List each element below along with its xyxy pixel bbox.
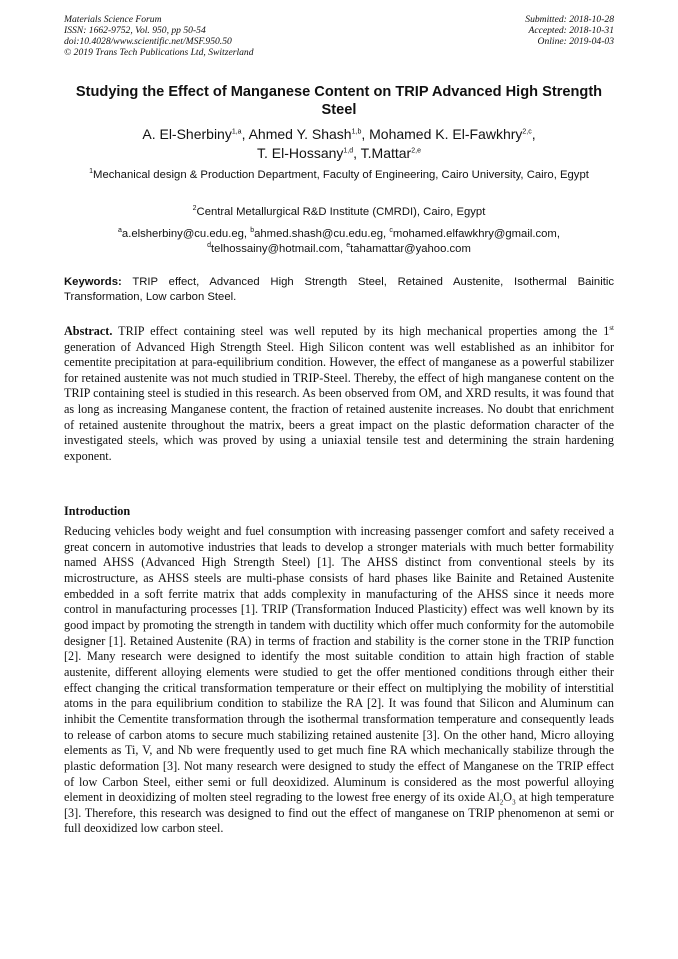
author-affiliation-mark: 2,c [522, 128, 532, 136]
copyright: © 2019 Trans Tech Publications Ltd, Switzerland [64, 47, 254, 58]
email-mark: d [207, 241, 212, 249]
author-affiliation-mark: 2,e [411, 147, 421, 155]
author-separator: , [241, 126, 249, 142]
abstract-text-part: TRIP effect containing steel was well reputed by its high mechanical properties among the 1 [112, 324, 610, 338]
email-link[interactable]: tahamattar@yahoo.com [350, 242, 471, 255]
author-emails [64, 227, 614, 256]
author-name: A. El-Sherbiny [142, 126, 232, 142]
keywords-text: TRIP effect, Advanced High Strength Steel, Retained Austenite, Isothermal Bainitic Transformation, Low carbon Steel. [64, 276, 614, 303]
email-mark: c [389, 227, 393, 235]
affiliation-1 [64, 168, 614, 183]
affiliation-text: Mechanical design & Production Department, Faculty of Engineering, Cairo University, Cairo, Egypt [93, 169, 589, 181]
abstract-text-part: generation of Advanced High Strength Steel. High Silicon content was well established as an inhibitor for cementite precipitation at para-equilibrium condition. However, the effect of manganese as a powerful stabilizer for retained austenite was not much studied in TRIP-Steel. Thereby, the effect of high manganese content on the TRIP containing steel is studied in this research. As been observed from OM, and XRD results, it was found that as long as increasing Manganese content, the fraction of retained austenite increases. No doubt that enrichment of retained austenite throughout the matrix, beers a great impact on the plastic deformation character of the investigated steels, which was proved by using a uniaxial tensile test and determining the strain hardening exponent. [64, 339, 614, 463]
author-separator: , [531, 126, 536, 142]
affiliation-text: Central Metallurgical R&D Institute (CMRDI), Cairo, Egypt [196, 206, 486, 218]
email-link[interactable]: telhossainy@hotmail.com [211, 242, 340, 255]
email-separator: , [243, 228, 251, 240]
subscript: 3 [512, 798, 516, 807]
journal-header [64, 14, 614, 64]
introduction-body [64, 524, 614, 837]
email-mark: a [118, 227, 122, 235]
email-link[interactable]: ahmed.shash@cu.edu.eg [254, 228, 384, 240]
email-link[interactable]: mohamed.elfawkhry@gmail.com [392, 228, 557, 240]
introduction-text-part: at high temperature [3]. Therefore, this research was designed to find out the effect of manganese on TRIP phenomenon at semi or full deoxidized low carbon steel. [64, 790, 614, 836]
subscript: 2 [499, 798, 504, 807]
formula-part: O [503, 790, 513, 805]
ordinal-suffix: st [609, 323, 614, 332]
abstract-label: Abstract. [64, 324, 113, 338]
author-name: Mohamed K. El-Fawkhry [369, 126, 523, 142]
affiliation-2 [64, 205, 614, 220]
email-link[interactable]: a.elsherbiny@cu.edu.eg [121, 228, 244, 240]
author-list [64, 125, 614, 163]
email-mark: b [250, 227, 255, 235]
submitted-date: Submitted: 2018-10-28 [525, 14, 614, 25]
accepted-date: Accepted: 2018-10-31 [528, 25, 614, 36]
doi: doi:10.4028/www.scientific.net/MSF.950.50 [64, 36, 232, 47]
abstract-section [64, 324, 614, 464]
email-separator: , [339, 242, 347, 255]
introduction-heading: Introduction [64, 504, 131, 518]
email-separator: , [383, 228, 390, 240]
paper-title: Studying the Effect of Manganese Content on TRIP Advanced High Strength Steel [75, 84, 603, 118]
author-affiliation-mark: 1,d [343, 147, 354, 155]
journal-name: Materials Science Forum [64, 14, 162, 25]
keywords-label: Keywords: [64, 276, 122, 288]
email-mark: e [346, 241, 351, 249]
affiliation-mark: 1 [89, 168, 94, 176]
author-name: T. El-Hossany [257, 145, 344, 161]
online-date: Online: 2019-04-03 [537, 36, 614, 47]
keywords-section [64, 275, 614, 304]
author-affiliation-mark: 1,a [231, 128, 242, 136]
author-separator: , [353, 145, 361, 161]
email-separator: , [556, 228, 560, 240]
introduction-text-part: Reducing vehicles body weight and fuel consumption with increasing passenger comfort and safety received a great concern in automotive industries that leads to develop a stronger materials with much better formability named AHSS (Advanced High Strength Steel) [1]. The AHSS distinct from conventional steels by its microstructure, as AHSS steels are multi-phase consists of hard phases like Bainite and Retained Austenite embedded in a soft ferrite matrix that adds complexity in manufacturing of the AHSS since it needs more control in manufacturing processes [1]. TRIP (Transformation Induced Plasticity) effect was well known by its good impact by promoting the strength in tandem with ductility which offer much conformity for the automobile designer [1]. Retained Austenite (RA) in terms of fraction and stability is the corner stone in the TRIP function [2]. Many research were designed to identify the most suitable condition to attain high fraction of stable austenite, different alloying elements were studied to get the offer mentioned conditions through either their effect changing the critical transformation temperature or their effect on multiplying the mobility of interstitial atoms in the para equilibrium condition to stabilize the RA [2]. It was found that Silicon and Aluminum can inhibit the Cementite transformation through the isothermal transformation temperature and consequently leads to release of carbon atoms to secure much stabilizing retained austenite [3]. On the other hand, Micro alloying elements as Ti, V, and Nb were frequently used to get much fine RA which mechanically stabilize through the plastic deformation [3]. Not many research were designed to study the effect of Manganese on the TRIP effect of low Carbon Steel, either semi or full deoxidized. Aluminum is considered as the most powerful alloying element in deoxidizing of molten steel regrading to the lowest free energy of its oxide Al [64, 524, 614, 805]
dates [525, 14, 614, 47]
affiliation-mark: 2 [192, 205, 197, 213]
author-name: Ahmed Y. Shash [248, 126, 352, 142]
journal-info [64, 14, 254, 58]
author-name: T.Mattar [360, 145, 412, 161]
author-separator: , [361, 126, 370, 142]
issn: ISSN: 1662-9752, Vol. 950, pp 50-54 [64, 25, 206, 36]
author-affiliation-mark: 1,b [351, 128, 362, 136]
